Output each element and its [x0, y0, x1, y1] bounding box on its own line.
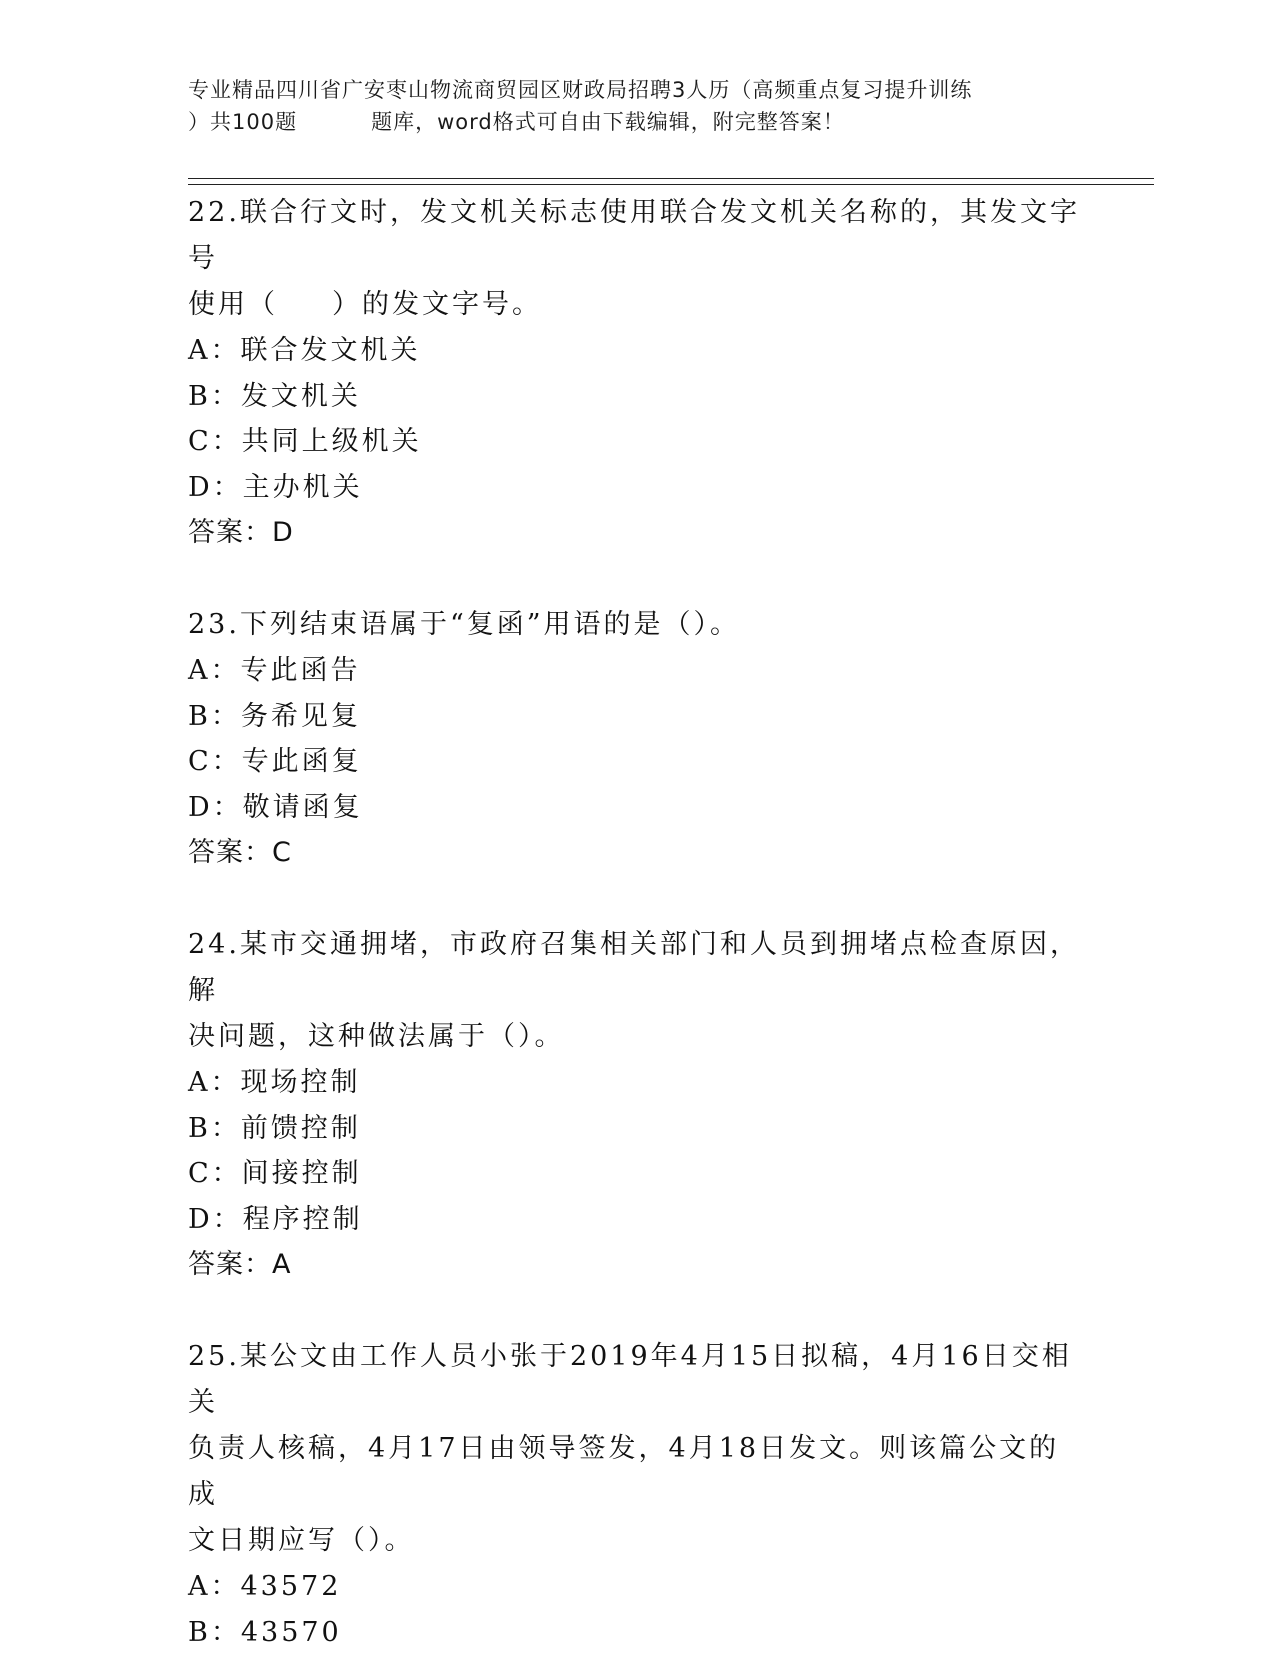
option-c: C：专此函复: [188, 739, 1088, 785]
option-d: D：主办机关: [188, 465, 1088, 511]
option-c: C：共同上级机关: [188, 419, 1088, 465]
header-line-1: 专业精品四川省广安枣山物流商贸园区财政局招聘3人历（高频重点复习提升训练: [188, 74, 1088, 106]
header-line-2-b: 题库，word格式可自由下载编辑，附完整答案！: [371, 110, 845, 134]
question-25: [188, 1334, 1088, 1655]
question-stem-line: 23.下列结束语属于“复函”用语的是（）。: [188, 602, 1088, 648]
header-line-2-a: ）共100题: [188, 110, 297, 134]
option-a: A：现场控制: [188, 1060, 1088, 1106]
answer-line: 答案：C: [188, 830, 1088, 876]
header-line-2: [188, 106, 1088, 138]
question-stem-line: 负责人核稿，4月17日由领导签发，4月18日发文。则该篇公文的成: [188, 1426, 1088, 1518]
question-stem-line: 决问题，这种做法属于（）。: [188, 1014, 1088, 1060]
answer-line: 答案：A: [188, 1242, 1088, 1288]
option-b: B：务希见复: [188, 694, 1088, 740]
option-b: B：前馈控制: [188, 1106, 1088, 1152]
document-header: [188, 74, 1088, 138]
option-a: A：43572: [188, 1564, 1088, 1610]
question-list: [188, 190, 1088, 1655]
question-stem-line: 24.某市交通拥堵，市政府召集相关部门和人员到拥堵点检查原因，解: [188, 922, 1088, 1014]
question-24: [188, 922, 1088, 1288]
question-stem-line: 22.联合行文时，发文机关标志使用联合发文机关名称的，其发文字号: [188, 190, 1088, 282]
option-a: A：专此函告: [188, 648, 1088, 694]
header-divider-top: [188, 178, 1154, 179]
answer-line: 答案：D: [188, 510, 1088, 556]
question-stem-part: ）的发文字号。: [332, 289, 542, 320]
question-23: [188, 602, 1088, 876]
option-b: B：发文机关: [188, 374, 1088, 420]
question-22: [188, 190, 1088, 556]
option-d: D：程序控制: [188, 1197, 1088, 1243]
question-stem-line: [188, 282, 1088, 328]
option-d: D：敬请函复: [188, 785, 1088, 831]
option-c: C：间接控制: [188, 1151, 1088, 1197]
question-stem-line: 文日期应写（）。: [188, 1518, 1088, 1564]
question-stem-part: 使用（: [188, 289, 278, 320]
option-a: A：联合发文机关: [188, 328, 1088, 374]
question-stem-line: 25.某公文由工作人员小张于2019年4月15日拟稿，4月16日交相关: [188, 1334, 1088, 1426]
header-divider-bottom: [188, 184, 1154, 185]
option-b: B：43570: [188, 1610, 1088, 1655]
